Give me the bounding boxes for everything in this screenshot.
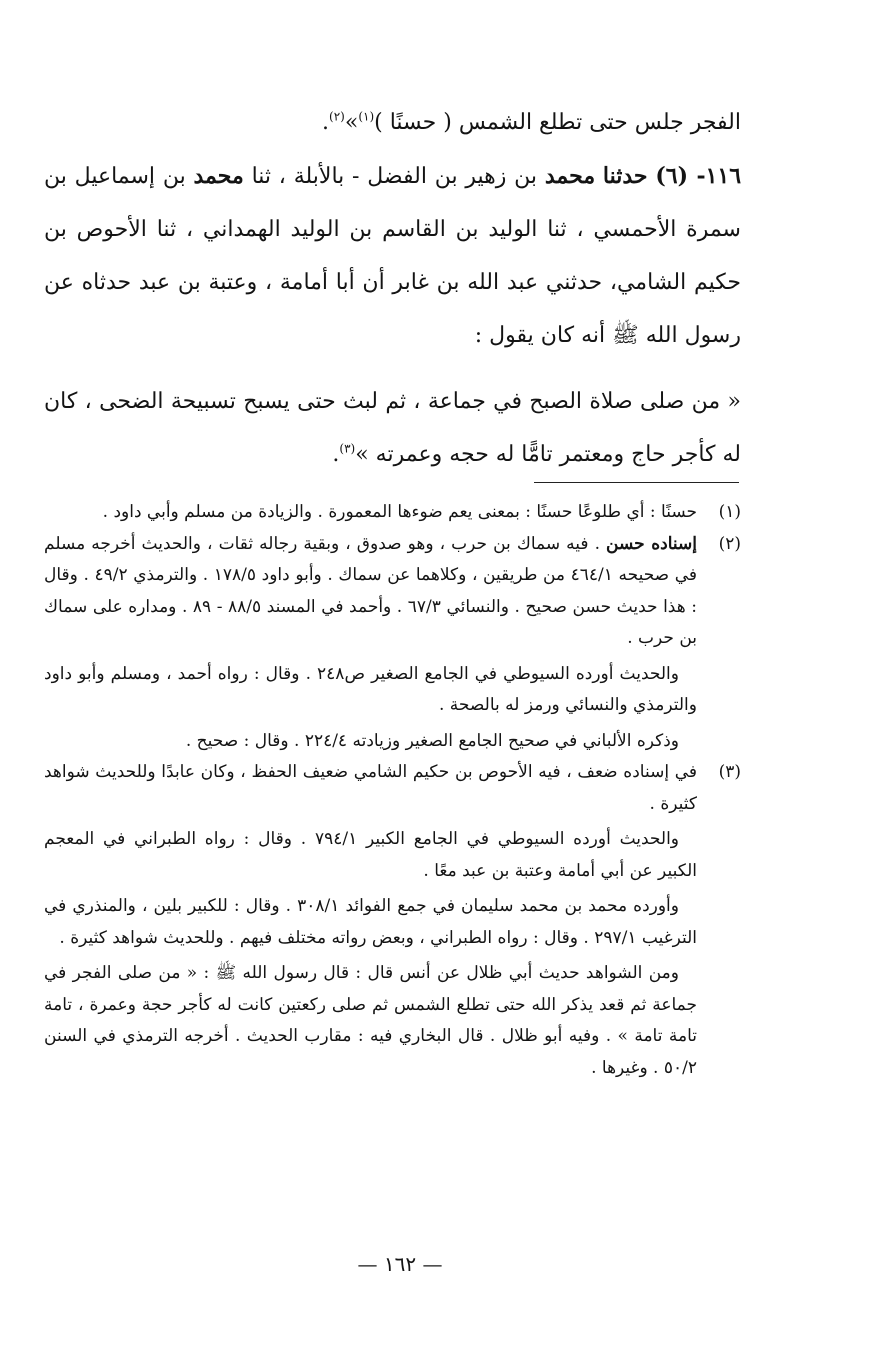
grading-label: إسناده حسن [606, 533, 697, 554]
footnote-paragraph: والحديث أورده السيوطي في الجامع الصغير ص٢٤٨ . وقال : رواه أحمد ، ومسلم وأبو داود والترمذي والنسائي ورمز له بالصحة . [44, 663, 697, 715]
continuation-text: الفجر جلس حتى تطلع الشمس ( حسنًا ) [374, 110, 741, 135]
matn-text: « من صلى صلاة الصبح في جماعة ، ثم لبث حتى يسبح تسبيحة الضحى ، كان له كأجر حاج ومعتمر تامًّا له حجه وعمرته » [44, 389, 741, 467]
footnote-paragraph: ومن الشواهد حديث أبي ظلال عن أنس قال : قال رسول الله ﷺ : « من صلى الفجر في جماعة ثم قعد يذكر الله حتى تطلع الشمس ثم صلى ركعتين كانت له كأجر حجة وعمرة ، تامة تامة تامة » . وفيه أبو ظلال . قال البخاري فيه : مقارب الحديث . أخرجه الترمذي في السنن ٥٠/٢ . وغيرها . [44, 963, 697, 1078]
footnote-body: . فيه سماك بن حرب ، وهو صدوق ، وبقية رجاله ثقات ، والحديث أخرجه مسلم في صحيحه ٤٦٤/١ من طريقين ، وكلاهما عن سماك . وأبو داود ١٧٨/٥ . والترمذي ٤٩/٢ . وقال : هذا حديث حسن صحيح . والنسائي ٦٧/٣ . وأحمد في المسند ٨٨/٥ - ٨٩ . ومداره على سماك بن حرب . [44, 533, 698, 648]
footnote-paragraph: والحديث أورده السيوطي في الجامع الكبير ٧٩٤/١ . وقال : رواه الطبراني في المعجم الكبير عن أبي أمامة وعتبة بن عبد معًا . [44, 829, 697, 881]
page-number: — ١٦٢ — [357, 1252, 443, 1276]
footnote-ref-1: (١) [358, 109, 375, 124]
full-stop: . [322, 110, 330, 135]
footnote-text: في إسناده ضعف ، فيه الأحوص بن حكيم الشامي ضعيف الحفظ ، وكان عابدًا وللحديث شواهد كثيرة . [44, 762, 697, 814]
isnad-text: بن إسماعيل بن سمرة الأحمسي ، ثنا الوليد بن القاسم بن الوليد الهمداني ، ثنا الأحوص بن حكيم الشامي، حدثني عبد الله بن غابر أن أبا أمامة ، وعتبة بن عبد حدثاه عن رسول الله ﷺ أنه كان يقول : [44, 164, 741, 348]
footnote-paragraph: وأورده محمد بن محمد سليمان في جمع الفوائد ٣٠٨/١ . وقال : للكبير بلين ، والمنذري في الترغيب ٢٩٧/١ . وقال : رواه الطبراني ، وبعض رواته مختلف فيهم . وللحديث شواهد كثيرة . [44, 896, 697, 948]
hadith-matn [44, 375, 741, 481]
footnotes [44, 497, 741, 1084]
footnote-number: (١) [718, 502, 741, 522]
continuation-line [44, 96, 741, 149]
hadith-paragraph [44, 150, 741, 362]
hadith-number: ١١٦- (٦) [655, 163, 742, 189]
footnote-3 [44, 757, 741, 1084]
isnad-text: بن زهير بن الفضل - بالأبلة ، ثنا [251, 164, 538, 189]
narrator-name: محمد [544, 163, 596, 189]
footnote-text [44, 529, 697, 655]
footnote-text: حسنًا : أي طلوعًا حسنًا : بمعنى يعم ضوءها المعمورة . والزيادة من مسلم وأبي داود . [102, 502, 697, 522]
main-text [44, 96, 741, 481]
footnote-number: (٢) [718, 533, 741, 554]
footnote-ref-3: (٣) [339, 441, 356, 456]
footnote-2 [44, 529, 741, 758]
footnote-paragraph: وذكره الألباني في صحيح الجامع الصغير وزيادته ٢٢٤/٤ . وقال : صحيح . [185, 730, 679, 751]
full-stop: . [332, 442, 340, 467]
footnote-1 [44, 497, 741, 529]
footnote-divider [534, 482, 739, 483]
hadith-lead: حدثنا [602, 163, 648, 189]
quote-close: » [344, 110, 359, 135]
footnote-ref-2: (٢) [329, 109, 345, 124]
footnote-number: (٣) [718, 762, 741, 782]
narrator-name: محمد [193, 163, 244, 189]
